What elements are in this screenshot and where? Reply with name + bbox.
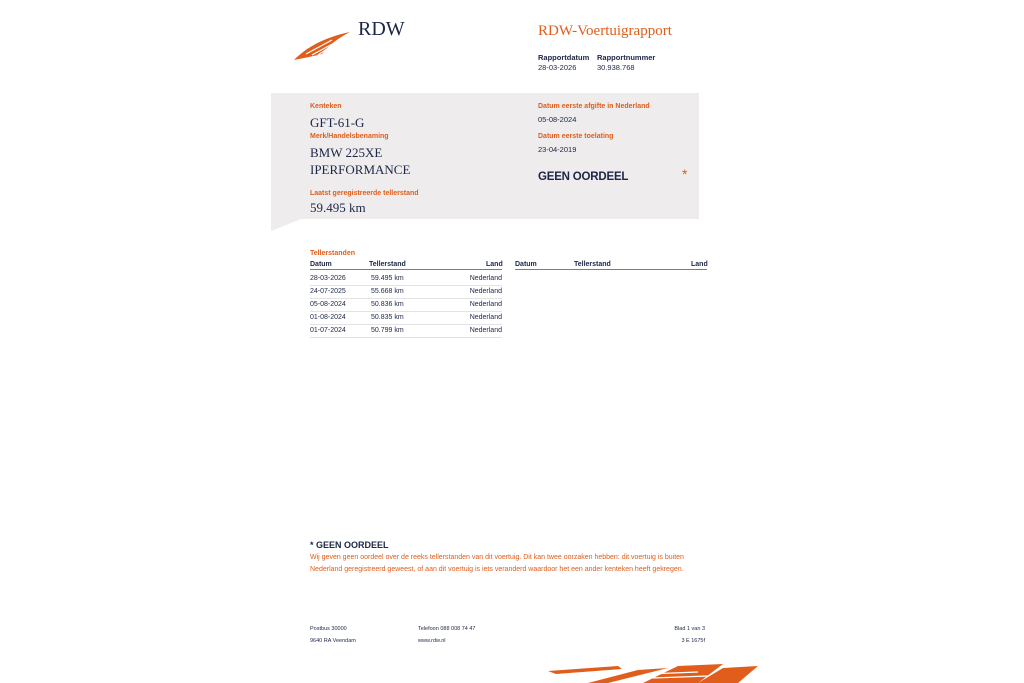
report-date-label: Rapportdatum (538, 53, 590, 62)
first-registration-nl-label: Datum eerste afgifte in Nederland (538, 103, 650, 110)
table-header-rule (310, 269, 502, 270)
col-odometer-header: Tellerstand (369, 261, 406, 268)
table-row (310, 285, 502, 299)
col-country-header: Land (486, 261, 503, 268)
row-country: Nederland (469, 288, 502, 295)
verdict-star: * (682, 166, 688, 182)
first-registration-nl-value: 05-08-2024 (538, 115, 577, 124)
report-title: RDW-Voertuigrapport (538, 23, 672, 39)
row-country: Nederland (469, 327, 502, 334)
row-country: Nederland (469, 275, 502, 282)
table-row (310, 311, 502, 325)
panel-fold (271, 219, 301, 231)
verdict-text: GEEN OORDEEL (538, 171, 629, 183)
first-admission-label: Datum eerste toelating (538, 133, 614, 140)
footer-city: 9640 RA Veendam (310, 638, 356, 644)
footer-po-box: Postbus 30000 (310, 626, 347, 632)
row-odometer: 50.836 km (371, 301, 404, 308)
plate-label: Kenteken (310, 103, 342, 110)
row-date: 24-07-2025 (310, 288, 346, 295)
footer-doc-code: 3 E 1675f (681, 638, 705, 644)
table-row (310, 272, 502, 286)
col-date-header-right: Datum (515, 261, 537, 268)
row-odometer: 59.495 km (371, 275, 404, 282)
table-row (310, 298, 502, 312)
odometer-label: Laatst geregistreerde tellerstand (310, 190, 419, 197)
table-row (310, 324, 502, 338)
row-country: Nederland (469, 301, 502, 308)
make-value-line2: IPERFORMANCE (310, 162, 411, 177)
make-value-line1: BMW 225XE (310, 145, 383, 160)
report-number: 30.938.768 (597, 63, 635, 72)
footer-phone: Telefoon 088 008 74 47 (418, 626, 476, 632)
rdw-logo-icon (292, 28, 352, 62)
col-date-header: Datum (310, 261, 332, 268)
row-date: 05-08-2024 (310, 301, 346, 308)
table-header-rule-right (515, 269, 707, 270)
make-label: Merk/Handelsbenaming (310, 133, 389, 140)
footer-website[interactable]: www.rdw.nl (418, 638, 446, 644)
row-odometer: 50.835 km (371, 314, 404, 321)
row-date: 01-07-2024 (310, 327, 346, 334)
odometer-value: 59.495 km (310, 200, 366, 215)
footnote-title: * GEEN OORDEEL (310, 540, 389, 550)
row-date: 28-03-2026 (310, 275, 346, 282)
col-odometer-header-right: Tellerstand (574, 261, 611, 268)
row-odometer: 50.799 km (371, 327, 404, 334)
first-admission-value: 23-04-2019 (538, 145, 577, 154)
row-country: Nederland (469, 314, 502, 321)
footer-page-number: Blad 1 van 3 (674, 626, 705, 632)
report-date: 28-03-2026 (538, 63, 577, 72)
row-date: 01-08-2024 (310, 314, 346, 321)
plate-value: GFT-61-G (310, 115, 365, 130)
col-country-header-right: Land (691, 261, 708, 268)
report-number-label: Rapportnummer (597, 53, 656, 62)
brand-name: RDW (358, 18, 405, 40)
row-odometer: 55.668 km (371, 288, 404, 295)
readings-title: Tellerstanden (310, 250, 355, 257)
rdw-stripes-icon (548, 664, 758, 683)
footnote-text: Wij geven geen oordeel over de reeks tellerstanden van dit voertuig. Dit kan twee oorzaken hebben: dit voertuig is buiten Nederland geregistreerd geweest, of aan dit voertuig is iets veranderd waardoor het een ander kenteken heeft gekregen. (310, 554, 684, 573)
